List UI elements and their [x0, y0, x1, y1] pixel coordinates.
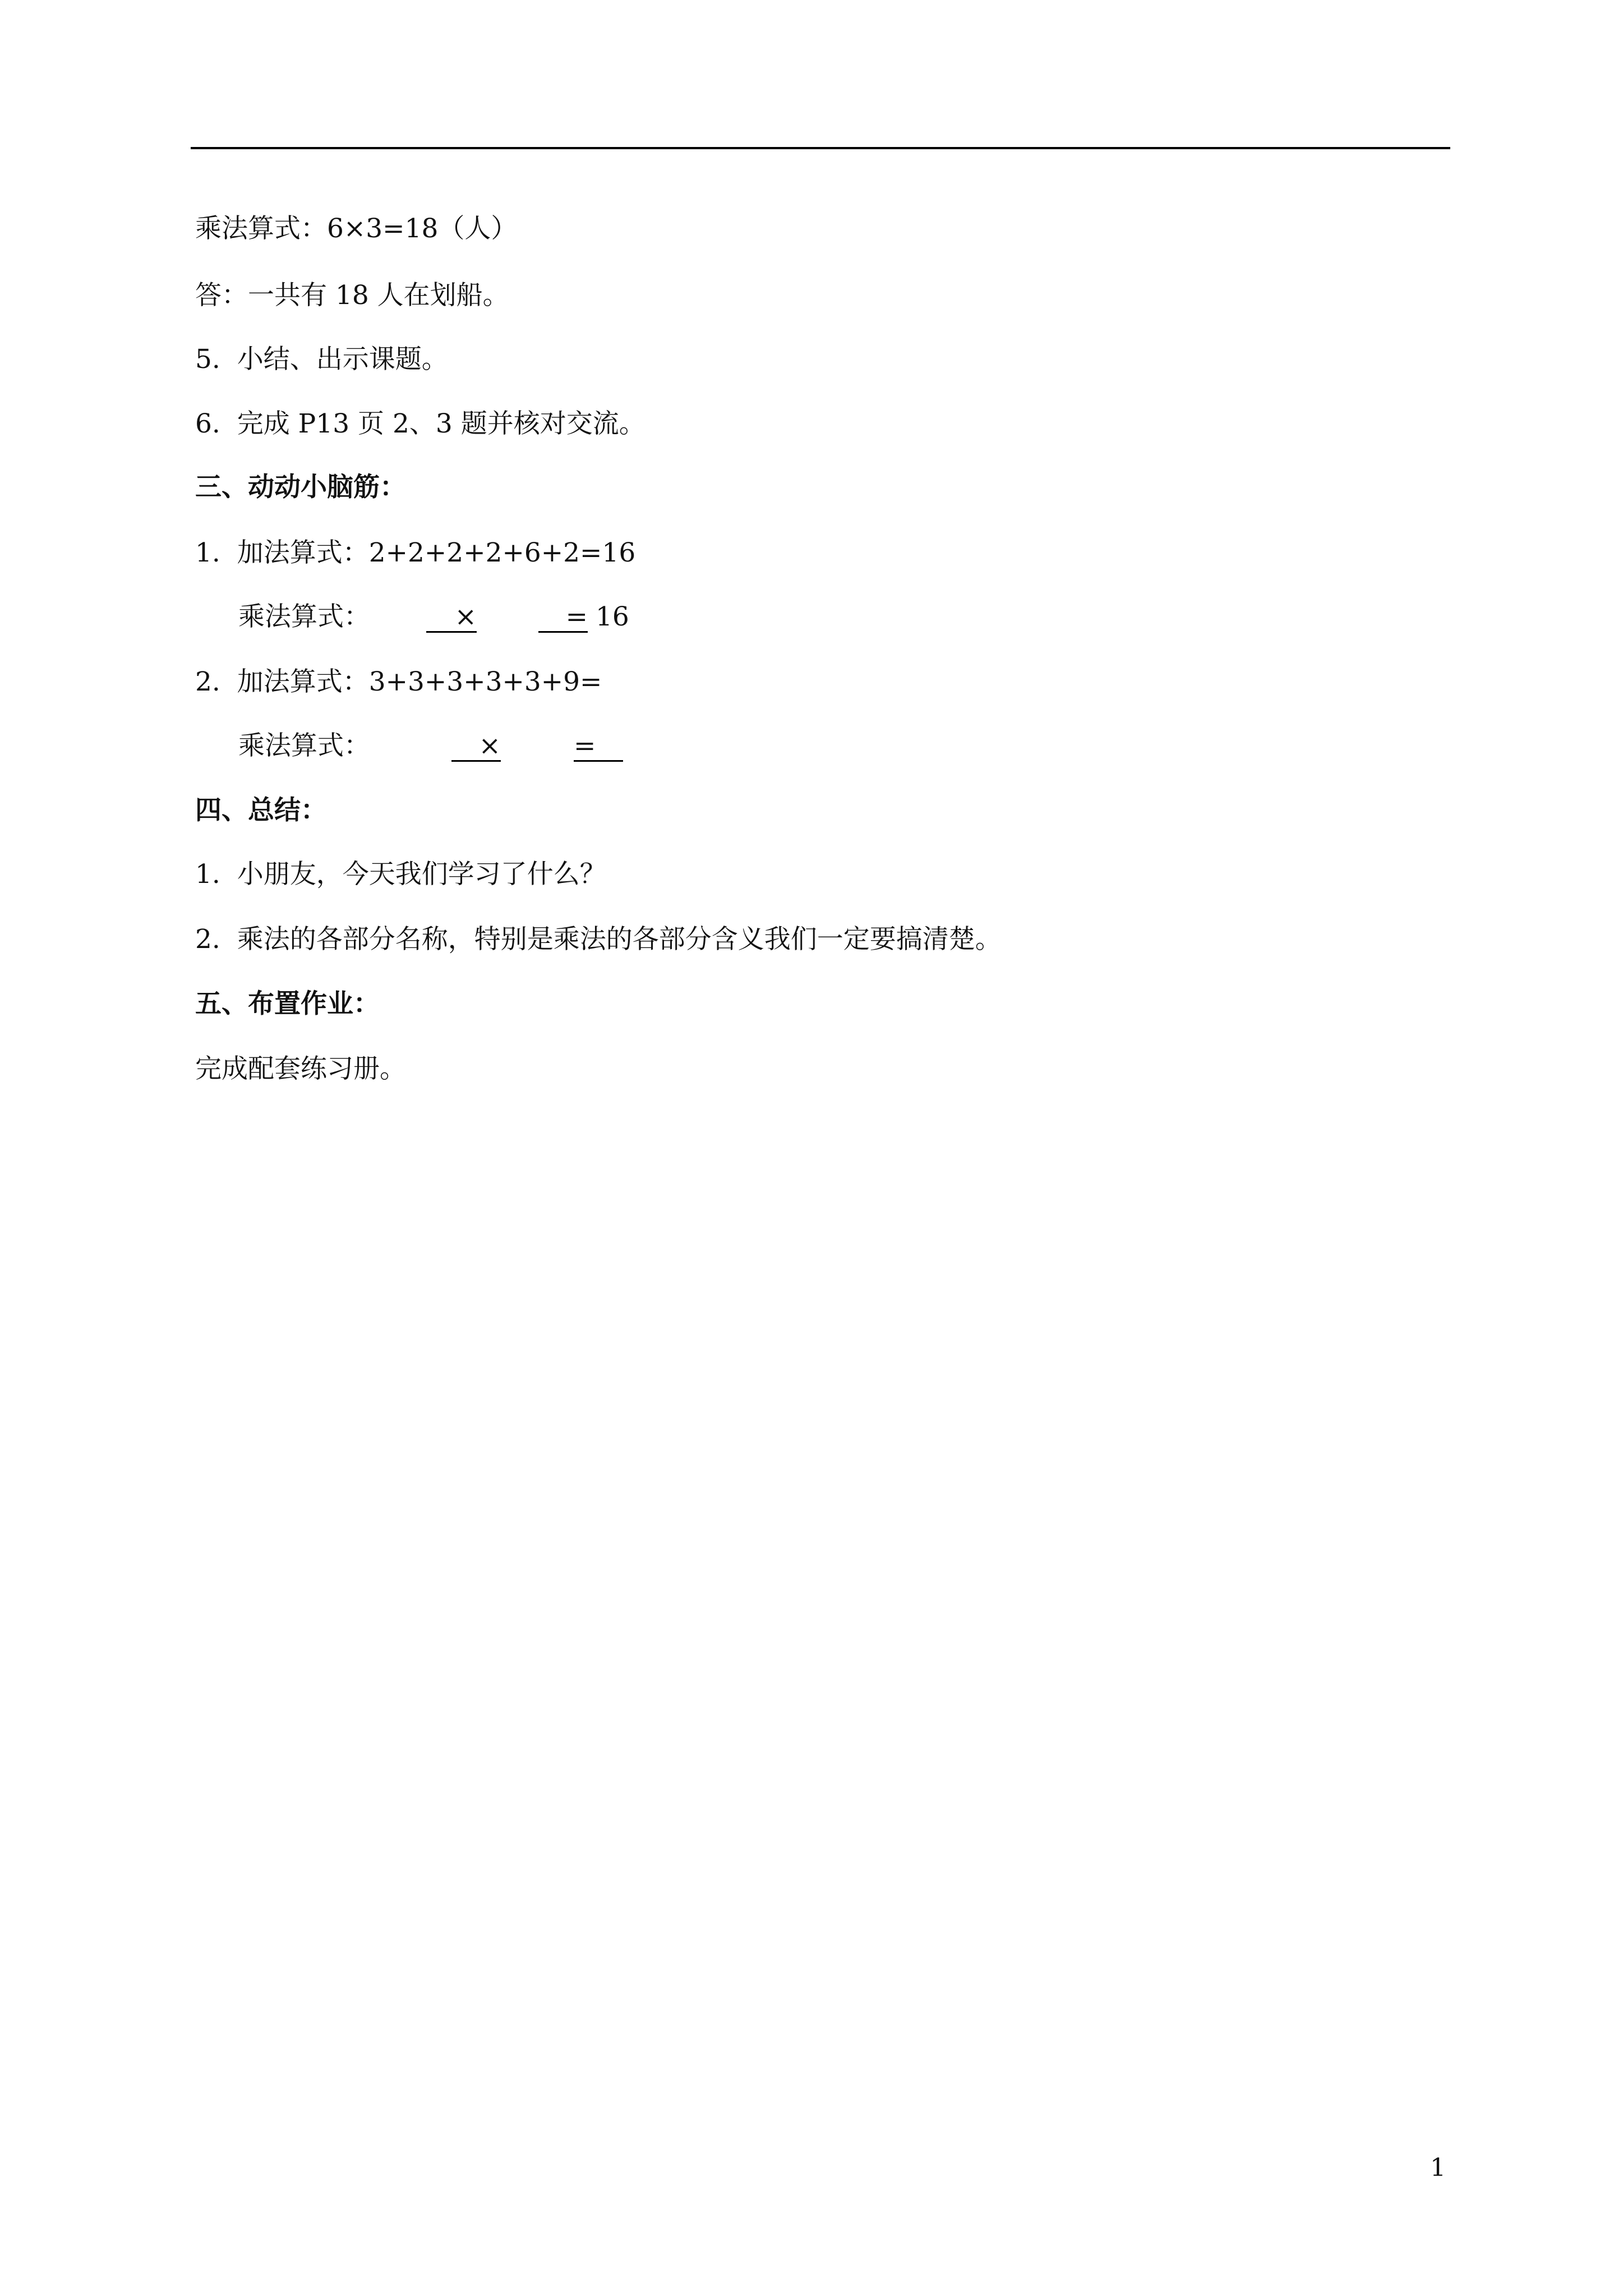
summary-item-1: 1. 小朋友，今天我们学习了什么？ [195, 859, 606, 890]
section-heading-3: 三、动动小脑筋： [195, 472, 406, 503]
multiplication-result: 16 [596, 601, 629, 632]
list-item-6: 6. 完成 P13 页 2、3 题并核对交流。 [195, 408, 645, 439]
list-item-5: 5. 小结、出示课题。 [195, 344, 448, 375]
header-rule [191, 147, 1450, 149]
summary-item-2: 2. 乘法的各部分名称，特别是乘法的各部分含义我们一定要搞清楚。 [195, 924, 1002, 955]
question-2-addition: 2. 加法算式：3+3+3+3+3+9= [195, 666, 602, 697]
section-heading-4: 四、总结： [195, 795, 327, 826]
page-number: 1 [1430, 2154, 1446, 2182]
multiplication-label: 乘法算式： [238, 730, 370, 761]
question-1-multiplication [238, 600, 629, 634]
answer-line: 答：一共有 18 人在划船。 [195, 280, 509, 311]
answer-blank-factor-1: × [426, 603, 477, 633]
homework-line: 完成配套练习册。 [195, 1053, 406, 1084]
question-1-addition: 1. 加法算式：2+2+2+2+6+2=16 [195, 537, 636, 568]
multiplication-label: 乘法算式： [238, 601, 370, 632]
multiplication-formula: 乘法算式：6×3=18（人） [195, 213, 518, 244]
question-2-multiplication [238, 729, 623, 763]
answer-blank-result: = [574, 732, 623, 762]
section-heading-5: 五、布置作业： [195, 988, 380, 1019]
answer-blank-factor-2: = [538, 603, 588, 633]
answer-blank-factor-1: × [451, 732, 501, 762]
